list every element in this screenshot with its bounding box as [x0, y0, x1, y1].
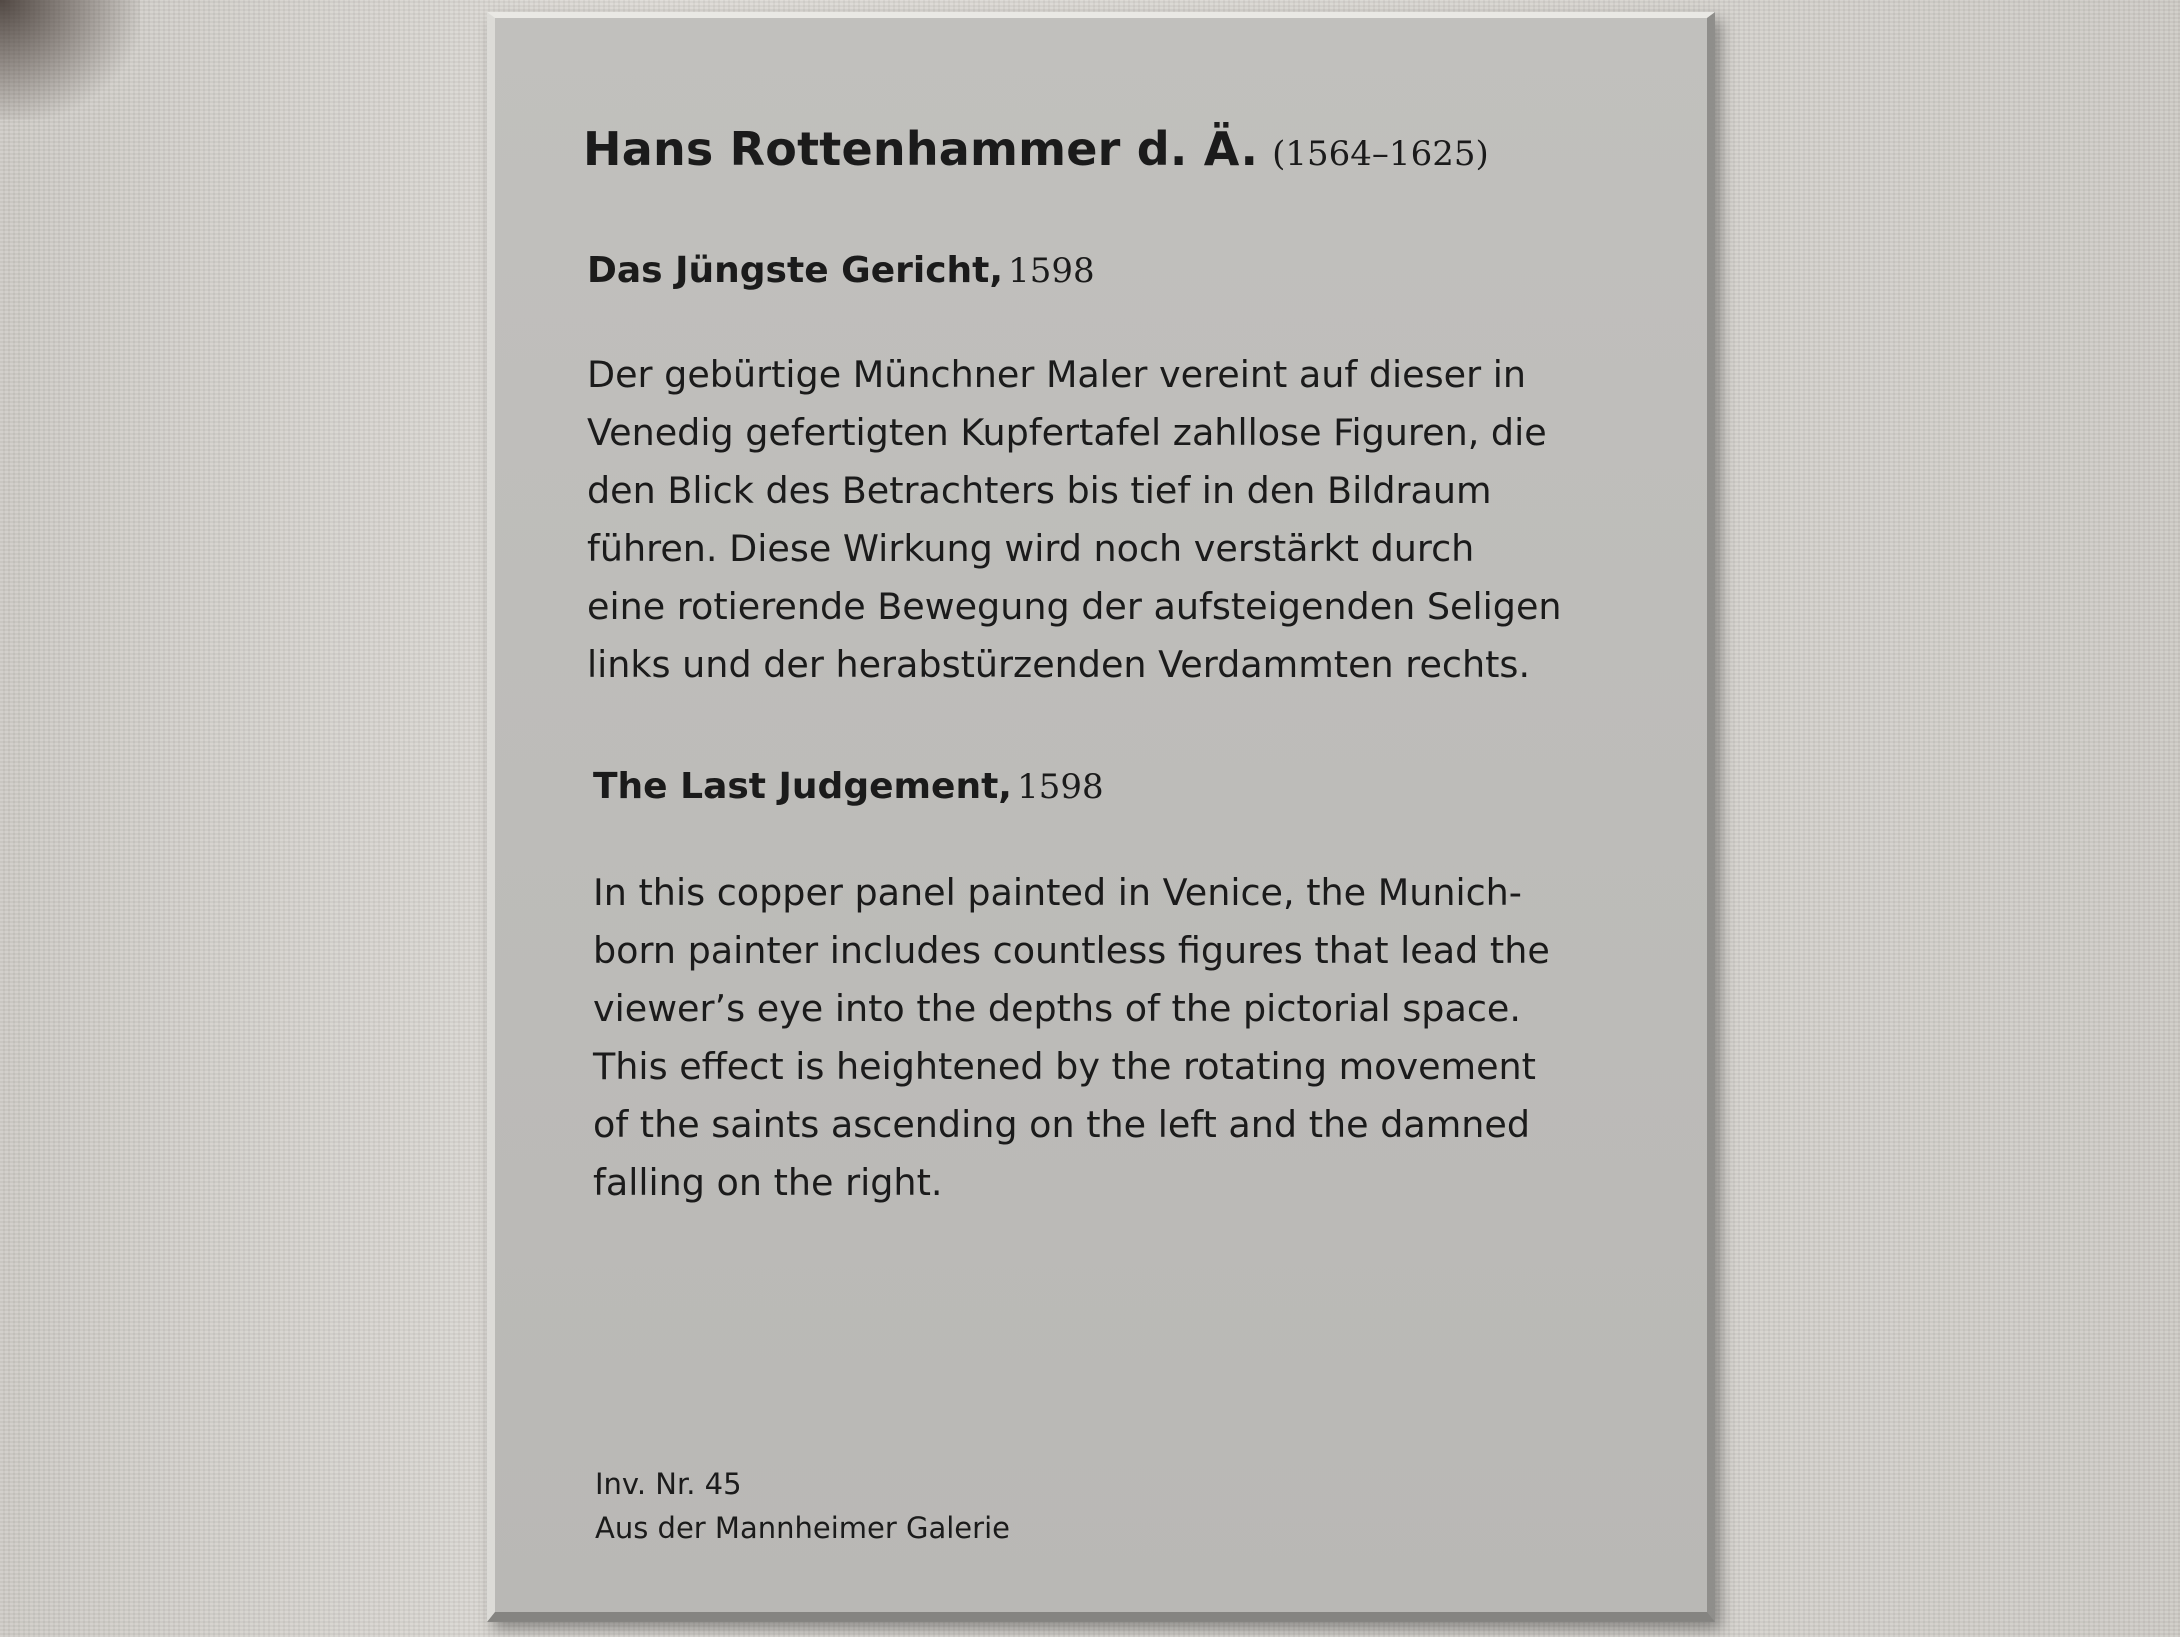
german-description	[587, 346, 1677, 694]
german-line: Der gebürtige Münchner Maler vereint auf dieser in	[587, 353, 1526, 396]
museum-label-plaque	[487, 12, 1715, 1622]
english-line: of the saints ascending on the left and the damned	[593, 1103, 1531, 1146]
german-line: links und der herabstürzenden Verdammten rechts.	[587, 643, 1531, 686]
english-line: born painter includes countless figures that lead the	[593, 929, 1550, 972]
inventory-number: Inv. Nr. 45	[595, 1467, 742, 1501]
artist-name: Hans Rottenhammer d. Ä.	[583, 122, 1259, 176]
artist-heading	[583, 122, 1663, 176]
english-line: viewer’s eye into the depths of the pictorial space.	[593, 987, 1521, 1030]
english-title-text: The Last Judgement,	[593, 766, 1012, 807]
artist-dates: (1564–1625)	[1272, 134, 1489, 174]
provenance: Aus der Mannheimer Galerie	[595, 1511, 1010, 1545]
german-title-text: Das Jüngste Gericht,	[587, 250, 1004, 291]
frame-corner-shadow	[0, 0, 140, 120]
english-line: falling on the right.	[593, 1161, 943, 1204]
german-title-year: 1598	[1008, 251, 1095, 291]
english-title	[593, 766, 1104, 807]
german-line: eine rotierende Bewegung der aufsteigenden Seligen	[587, 585, 1562, 628]
english-line: In this copper panel painted in Venice, the Munich-	[593, 871, 1522, 914]
english-title-year: 1598	[1017, 767, 1104, 807]
label-footer	[595, 1462, 1010, 1550]
german-title	[587, 250, 1095, 291]
english-line: This effect is heightened by the rotating movement	[593, 1045, 1536, 1088]
english-description	[593, 864, 1683, 1212]
german-line: den Blick des Betrachters bis tief in den Bildraum	[587, 469, 1492, 512]
german-line: führen. Diese Wirkung wird noch verstärkt durch	[587, 527, 1475, 570]
german-line: Venedig gefertigten Kupfertafel zahllose Figuren, die	[587, 411, 1547, 454]
